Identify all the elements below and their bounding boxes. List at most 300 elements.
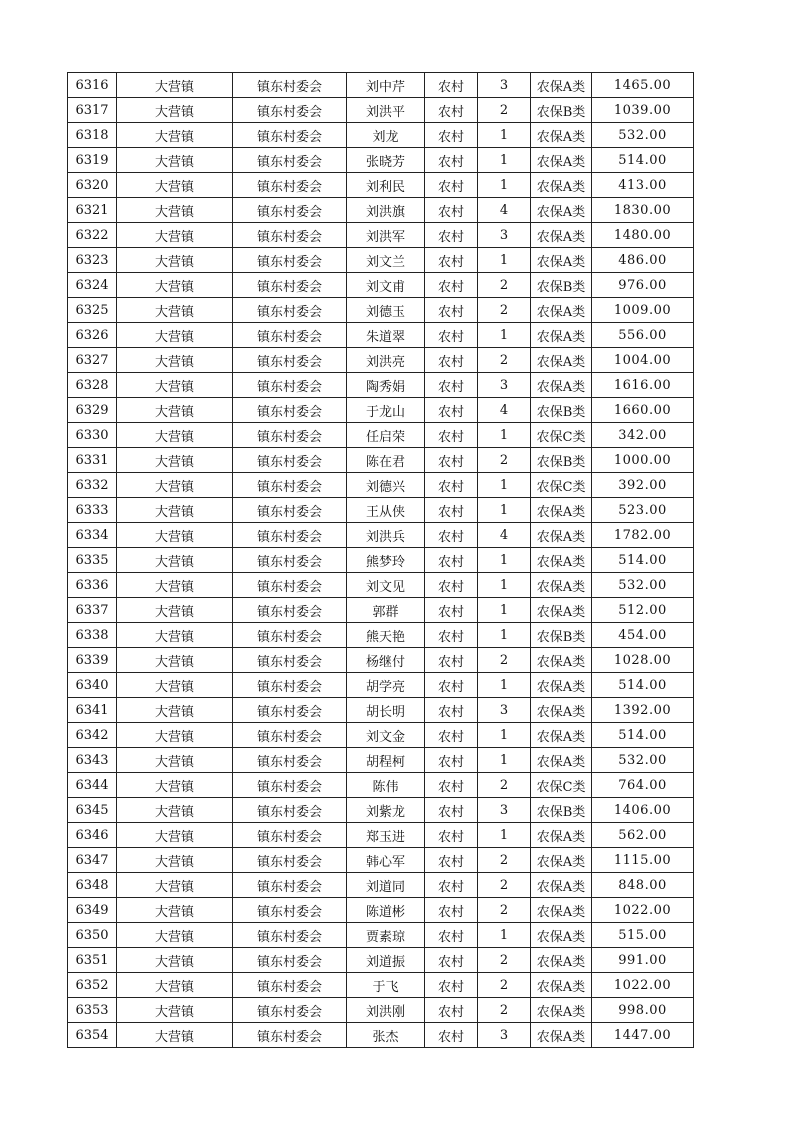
serial-number-cell: 6330: [68, 423, 117, 448]
area-type-cell: 农村: [425, 348, 478, 373]
village-committee-cell: 镇东村委会: [233, 123, 347, 148]
household-count-cell: 2: [478, 898, 531, 923]
table-row: [68, 423, 694, 448]
name-cell: 张杰: [347, 1023, 425, 1048]
name-cell: 陈伟: [347, 773, 425, 798]
table-row: [68, 298, 694, 323]
area-type-cell: 农村: [425, 73, 478, 98]
amount-cell: 1447.00: [592, 1023, 694, 1048]
name-cell: 刘文见: [347, 573, 425, 598]
table-row: [68, 123, 694, 148]
amount-cell: 1115.00: [592, 848, 694, 873]
insurance-category-cell: 农保A类: [531, 723, 592, 748]
name-cell: 刘洪军: [347, 223, 425, 248]
serial-number-cell: 6347: [68, 848, 117, 873]
area-type-cell: 农村: [425, 173, 478, 198]
name-cell: 陈道彬: [347, 898, 425, 923]
name-cell: 于龙山: [347, 398, 425, 423]
serial-number-cell: 6337: [68, 598, 117, 623]
village-committee-cell: 镇东村委会: [233, 298, 347, 323]
household-count-cell: 2: [478, 448, 531, 473]
town-cell: 大营镇: [117, 773, 233, 798]
amount-cell: 1480.00: [592, 223, 694, 248]
serial-number-cell: 6331: [68, 448, 117, 473]
amount-cell: 486.00: [592, 248, 694, 273]
amount-cell: 392.00: [592, 473, 694, 498]
amount-cell: 1392.00: [592, 698, 694, 723]
amount-cell: 342.00: [592, 423, 694, 448]
serial-number-cell: 6351: [68, 948, 117, 973]
insurance-category-cell: 农保A类: [531, 748, 592, 773]
town-cell: 大营镇: [117, 323, 233, 348]
household-count-cell: 2: [478, 273, 531, 298]
insurance-category-cell: 农保A类: [531, 173, 592, 198]
household-count-cell: 2: [478, 973, 531, 998]
insurance-category-cell: 农保B类: [531, 398, 592, 423]
insurance-category-cell: 农保A类: [531, 848, 592, 873]
area-type-cell: 农村: [425, 473, 478, 498]
village-committee-cell: 镇东村委会: [233, 948, 347, 973]
amount-cell: 1660.00: [592, 398, 694, 423]
village-committee-cell: 镇东村委会: [233, 1023, 347, 1048]
serial-number-cell: 6317: [68, 98, 117, 123]
area-type-cell: 农村: [425, 448, 478, 473]
records-table-body: [68, 73, 694, 1048]
insurance-category-cell: 农保A类: [531, 1023, 592, 1048]
serial-number-cell: 6324: [68, 273, 117, 298]
household-count-cell: 2: [478, 348, 531, 373]
amount-cell: 1009.00: [592, 298, 694, 323]
area-type-cell: 农村: [425, 548, 478, 573]
household-count-cell: 1: [478, 673, 531, 698]
table-row: [68, 73, 694, 98]
village-committee-cell: 镇东村委会: [233, 873, 347, 898]
town-cell: 大营镇: [117, 998, 233, 1023]
insurance-category-cell: 农保A类: [531, 348, 592, 373]
insurance-category-cell: 农保A类: [531, 198, 592, 223]
household-count-cell: 1: [478, 748, 531, 773]
name-cell: 贾素琼: [347, 923, 425, 948]
town-cell: 大营镇: [117, 973, 233, 998]
amount-cell: 514.00: [592, 548, 694, 573]
area-type-cell: 农村: [425, 798, 478, 823]
area-type-cell: 农村: [425, 148, 478, 173]
serial-number-cell: 6328: [68, 373, 117, 398]
serial-number-cell: 6348: [68, 873, 117, 898]
village-committee-cell: 镇东村委会: [233, 848, 347, 873]
village-committee-cell: 镇东村委会: [233, 423, 347, 448]
household-count-cell: 1: [478, 548, 531, 573]
serial-number-cell: 6341: [68, 698, 117, 723]
household-count-cell: 1: [478, 598, 531, 623]
serial-number-cell: 6339: [68, 648, 117, 673]
name-cell: 胡长明: [347, 698, 425, 723]
insurance-category-cell: 农保A类: [531, 123, 592, 148]
insurance-category-cell: 农保A类: [531, 548, 592, 573]
area-type-cell: 农村: [425, 748, 478, 773]
table-row: [68, 948, 694, 973]
village-committee-cell: 镇东村委会: [233, 548, 347, 573]
table-row: [68, 148, 694, 173]
table-row: [68, 473, 694, 498]
amount-cell: 1782.00: [592, 523, 694, 548]
amount-cell: 764.00: [592, 773, 694, 798]
serial-number-cell: 6340: [68, 673, 117, 698]
table-row: [68, 898, 694, 923]
area-type-cell: 农村: [425, 998, 478, 1023]
village-committee-cell: 镇东村委会: [233, 373, 347, 398]
amount-cell: 1830.00: [592, 198, 694, 223]
serial-number-cell: 6354: [68, 1023, 117, 1048]
village-committee-cell: 镇东村委会: [233, 73, 347, 98]
village-committee-cell: 镇东村委会: [233, 973, 347, 998]
town-cell: 大营镇: [117, 848, 233, 873]
household-count-cell: 1: [478, 623, 531, 648]
serial-number-cell: 6352: [68, 973, 117, 998]
town-cell: 大营镇: [117, 148, 233, 173]
insurance-category-cell: 农保B类: [531, 448, 592, 473]
serial-number-cell: 6334: [68, 523, 117, 548]
insurance-category-cell: 农保A类: [531, 673, 592, 698]
town-cell: 大营镇: [117, 748, 233, 773]
area-type-cell: 农村: [425, 923, 478, 948]
insurance-category-cell: 农保A类: [531, 73, 592, 98]
town-cell: 大营镇: [117, 548, 233, 573]
insurance-category-cell: 农保A类: [531, 223, 592, 248]
amount-cell: 515.00: [592, 923, 694, 948]
town-cell: 大营镇: [117, 98, 233, 123]
household-count-cell: 1: [478, 173, 531, 198]
table-row: [68, 1023, 694, 1048]
table-row: [68, 373, 694, 398]
area-type-cell: 农村: [425, 648, 478, 673]
area-type-cell: 农村: [425, 373, 478, 398]
area-type-cell: 农村: [425, 673, 478, 698]
amount-cell: 512.00: [592, 598, 694, 623]
table-row: [68, 248, 694, 273]
area-type-cell: 农村: [425, 523, 478, 548]
town-cell: 大营镇: [117, 398, 233, 423]
village-committee-cell: 镇东村委会: [233, 398, 347, 423]
table-row: [68, 823, 694, 848]
name-cell: 杨继付: [347, 648, 425, 673]
household-count-cell: 1: [478, 823, 531, 848]
name-cell: 刘洪平: [347, 98, 425, 123]
area-type-cell: 农村: [425, 248, 478, 273]
village-committee-cell: 镇东村委会: [233, 173, 347, 198]
household-count-cell: 1: [478, 123, 531, 148]
village-committee-cell: 镇东村委会: [233, 623, 347, 648]
name-cell: 朱道翠: [347, 323, 425, 348]
name-cell: 刘洪刚: [347, 998, 425, 1023]
insurance-category-cell: 农保A类: [531, 973, 592, 998]
table-row: [68, 773, 694, 798]
serial-number-cell: 6346: [68, 823, 117, 848]
insurance-category-cell: 农保A类: [531, 573, 592, 598]
serial-number-cell: 6343: [68, 748, 117, 773]
household-count-cell: 1: [478, 423, 531, 448]
village-committee-cell: 镇东村委会: [233, 523, 347, 548]
serial-number-cell: 6329: [68, 398, 117, 423]
serial-number-cell: 6335: [68, 548, 117, 573]
insurance-category-cell: 农保A类: [531, 698, 592, 723]
village-committee-cell: 镇东村委会: [233, 473, 347, 498]
table-row: [68, 498, 694, 523]
town-cell: 大营镇: [117, 898, 233, 923]
serial-number-cell: 6321: [68, 198, 117, 223]
insurance-category-cell: 农保A类: [531, 248, 592, 273]
name-cell: 刘道同: [347, 873, 425, 898]
amount-cell: 998.00: [592, 998, 694, 1023]
table-row: [68, 223, 694, 248]
table-row: [68, 923, 694, 948]
household-count-cell: 4: [478, 398, 531, 423]
village-committee-cell: 镇东村委会: [233, 198, 347, 223]
insurance-category-cell: 农保A类: [531, 923, 592, 948]
name-cell: 刘德玉: [347, 298, 425, 323]
village-committee-cell: 镇东村委会: [233, 573, 347, 598]
amount-cell: 976.00: [592, 273, 694, 298]
town-cell: 大营镇: [117, 923, 233, 948]
village-committee-cell: 镇东村委会: [233, 773, 347, 798]
town-cell: 大营镇: [117, 473, 233, 498]
name-cell: 郑玉进: [347, 823, 425, 848]
table-row: [68, 698, 694, 723]
village-committee-cell: 镇东村委会: [233, 998, 347, 1023]
area-type-cell: 农村: [425, 223, 478, 248]
name-cell: 韩心军: [347, 848, 425, 873]
amount-cell: 514.00: [592, 673, 694, 698]
insurance-category-cell: 农保B类: [531, 623, 592, 648]
insurance-category-cell: 农保B类: [531, 273, 592, 298]
name-cell: 胡学亮: [347, 673, 425, 698]
amount-cell: 562.00: [592, 823, 694, 848]
serial-number-cell: 6353: [68, 998, 117, 1023]
household-count-cell: 2: [478, 948, 531, 973]
insurance-category-cell: 农保A类: [531, 298, 592, 323]
amount-cell: 413.00: [592, 173, 694, 198]
table-row: [68, 998, 694, 1023]
village-committee-cell: 镇东村委会: [233, 273, 347, 298]
village-committee-cell: 镇东村委会: [233, 248, 347, 273]
name-cell: 刘龙: [347, 123, 425, 148]
amount-cell: 1465.00: [592, 73, 694, 98]
name-cell: 胡程柯: [347, 748, 425, 773]
household-count-cell: 1: [478, 923, 531, 948]
amount-cell: 514.00: [592, 723, 694, 748]
town-cell: 大营镇: [117, 598, 233, 623]
village-committee-cell: 镇东村委会: [233, 748, 347, 773]
serial-number-cell: 6350: [68, 923, 117, 948]
name-cell: 刘中芹: [347, 73, 425, 98]
name-cell: 刘洪亮: [347, 348, 425, 373]
amount-cell: 1022.00: [592, 898, 694, 923]
serial-number-cell: 6345: [68, 798, 117, 823]
serial-number-cell: 6326: [68, 323, 117, 348]
insurance-category-cell: 农保A类: [531, 998, 592, 1023]
table-row: [68, 648, 694, 673]
amount-cell: 532.00: [592, 573, 694, 598]
household-count-cell: 2: [478, 648, 531, 673]
village-committee-cell: 镇东村委会: [233, 648, 347, 673]
amount-cell: 1000.00: [592, 448, 694, 473]
area-type-cell: 农村: [425, 498, 478, 523]
household-count-cell: 1: [478, 473, 531, 498]
area-type-cell: 农村: [425, 198, 478, 223]
name-cell: 刘洪兵: [347, 523, 425, 548]
household-count-cell: 1: [478, 323, 531, 348]
table-row: [68, 573, 694, 598]
insurance-category-cell: 农保C类: [531, 773, 592, 798]
town-cell: 大营镇: [117, 123, 233, 148]
table-row: [68, 748, 694, 773]
amount-cell: 514.00: [592, 148, 694, 173]
area-type-cell: 农村: [425, 623, 478, 648]
town-cell: 大营镇: [117, 1023, 233, 1048]
insurance-category-cell: 农保C类: [531, 473, 592, 498]
town-cell: 大营镇: [117, 273, 233, 298]
town-cell: 大营镇: [117, 823, 233, 848]
amount-cell: 1004.00: [592, 348, 694, 373]
town-cell: 大营镇: [117, 698, 233, 723]
table-row: [68, 448, 694, 473]
name-cell: 陶秀娟: [347, 373, 425, 398]
table-row: [68, 323, 694, 348]
amount-cell: 1022.00: [592, 973, 694, 998]
household-count-cell: 1: [478, 723, 531, 748]
name-cell: 王从侠: [347, 498, 425, 523]
household-count-cell: 2: [478, 773, 531, 798]
village-committee-cell: 镇东村委会: [233, 323, 347, 348]
town-cell: 大营镇: [117, 448, 233, 473]
household-count-cell: 2: [478, 998, 531, 1023]
amount-cell: 1039.00: [592, 98, 694, 123]
town-cell: 大营镇: [117, 348, 233, 373]
serial-number-cell: 6349: [68, 898, 117, 923]
town-cell: 大营镇: [117, 948, 233, 973]
name-cell: 刘德兴: [347, 473, 425, 498]
household-count-cell: 1: [478, 248, 531, 273]
name-cell: 熊天艳: [347, 623, 425, 648]
amount-cell: 532.00: [592, 748, 694, 773]
table-row: [68, 273, 694, 298]
household-count-cell: 3: [478, 798, 531, 823]
household-count-cell: 1: [478, 498, 531, 523]
village-committee-cell: 镇东村委会: [233, 798, 347, 823]
table-row: [68, 173, 694, 198]
area-type-cell: 农村: [425, 423, 478, 448]
insurance-category-cell: 农保A类: [531, 323, 592, 348]
area-type-cell: 农村: [425, 848, 478, 873]
serial-number-cell: 6327: [68, 348, 117, 373]
village-committee-cell: 镇东村委会: [233, 498, 347, 523]
town-cell: 大营镇: [117, 498, 233, 523]
name-cell: 刘道振: [347, 948, 425, 973]
village-committee-cell: 镇东村委会: [233, 698, 347, 723]
serial-number-cell: 6338: [68, 623, 117, 648]
area-type-cell: 农村: [425, 898, 478, 923]
serial-number-cell: 6342: [68, 723, 117, 748]
serial-number-cell: 6316: [68, 73, 117, 98]
area-type-cell: 农村: [425, 273, 478, 298]
area-type-cell: 农村: [425, 98, 478, 123]
serial-number-cell: 6336: [68, 573, 117, 598]
name-cell: 任启荣: [347, 423, 425, 448]
insurance-category-cell: 农保B类: [531, 798, 592, 823]
serial-number-cell: 6332: [68, 473, 117, 498]
household-count-cell: 3: [478, 73, 531, 98]
village-committee-cell: 镇东村委会: [233, 148, 347, 173]
town-cell: 大营镇: [117, 173, 233, 198]
village-committee-cell: 镇东村委会: [233, 923, 347, 948]
serial-number-cell: 6325: [68, 298, 117, 323]
town-cell: 大营镇: [117, 873, 233, 898]
serial-number-cell: 6323: [68, 248, 117, 273]
table-row: [68, 398, 694, 423]
records-table: [67, 72, 694, 1048]
table-row: [68, 523, 694, 548]
town-cell: 大营镇: [117, 523, 233, 548]
household-count-cell: 2: [478, 873, 531, 898]
area-type-cell: 农村: [425, 598, 478, 623]
table-row: [68, 98, 694, 123]
table-row: [68, 848, 694, 873]
serial-number-cell: 6344: [68, 773, 117, 798]
amount-cell: 454.00: [592, 623, 694, 648]
household-count-cell: 3: [478, 1023, 531, 1048]
amount-cell: 523.00: [592, 498, 694, 523]
insurance-category-cell: 农保A类: [531, 648, 592, 673]
village-committee-cell: 镇东村委会: [233, 98, 347, 123]
table-row: [68, 873, 694, 898]
amount-cell: 991.00: [592, 948, 694, 973]
name-cell: 陈在君: [347, 448, 425, 473]
area-type-cell: 农村: [425, 973, 478, 998]
town-cell: 大营镇: [117, 198, 233, 223]
town-cell: 大营镇: [117, 623, 233, 648]
village-committee-cell: 镇东村委会: [233, 598, 347, 623]
amount-cell: 1616.00: [592, 373, 694, 398]
serial-number-cell: 6320: [68, 173, 117, 198]
insurance-category-cell: 农保A类: [531, 148, 592, 173]
insurance-category-cell: 农保A类: [531, 523, 592, 548]
insurance-category-cell: 农保A类: [531, 373, 592, 398]
village-committee-cell: 镇东村委会: [233, 823, 347, 848]
town-cell: 大营镇: [117, 73, 233, 98]
area-type-cell: 农村: [425, 573, 478, 598]
name-cell: 刘文兰: [347, 248, 425, 273]
amount-cell: 556.00: [592, 323, 694, 348]
village-committee-cell: 镇东村委会: [233, 898, 347, 923]
name-cell: 刘紫龙: [347, 798, 425, 823]
amount-cell: 1406.00: [592, 798, 694, 823]
insurance-category-cell: 农保C类: [531, 423, 592, 448]
insurance-category-cell: 农保A类: [531, 873, 592, 898]
name-cell: 于飞: [347, 973, 425, 998]
village-committee-cell: 镇东村委会: [233, 723, 347, 748]
area-type-cell: 农村: [425, 823, 478, 848]
household-count-cell: 3: [478, 698, 531, 723]
town-cell: 大营镇: [117, 673, 233, 698]
town-cell: 大营镇: [117, 248, 233, 273]
town-cell: 大营镇: [117, 423, 233, 448]
insurance-category-cell: 农保A类: [531, 898, 592, 923]
area-type-cell: 农村: [425, 298, 478, 323]
amount-cell: 532.00: [592, 123, 694, 148]
town-cell: 大营镇: [117, 648, 233, 673]
amount-cell: 848.00: [592, 873, 694, 898]
village-committee-cell: 镇东村委会: [233, 348, 347, 373]
